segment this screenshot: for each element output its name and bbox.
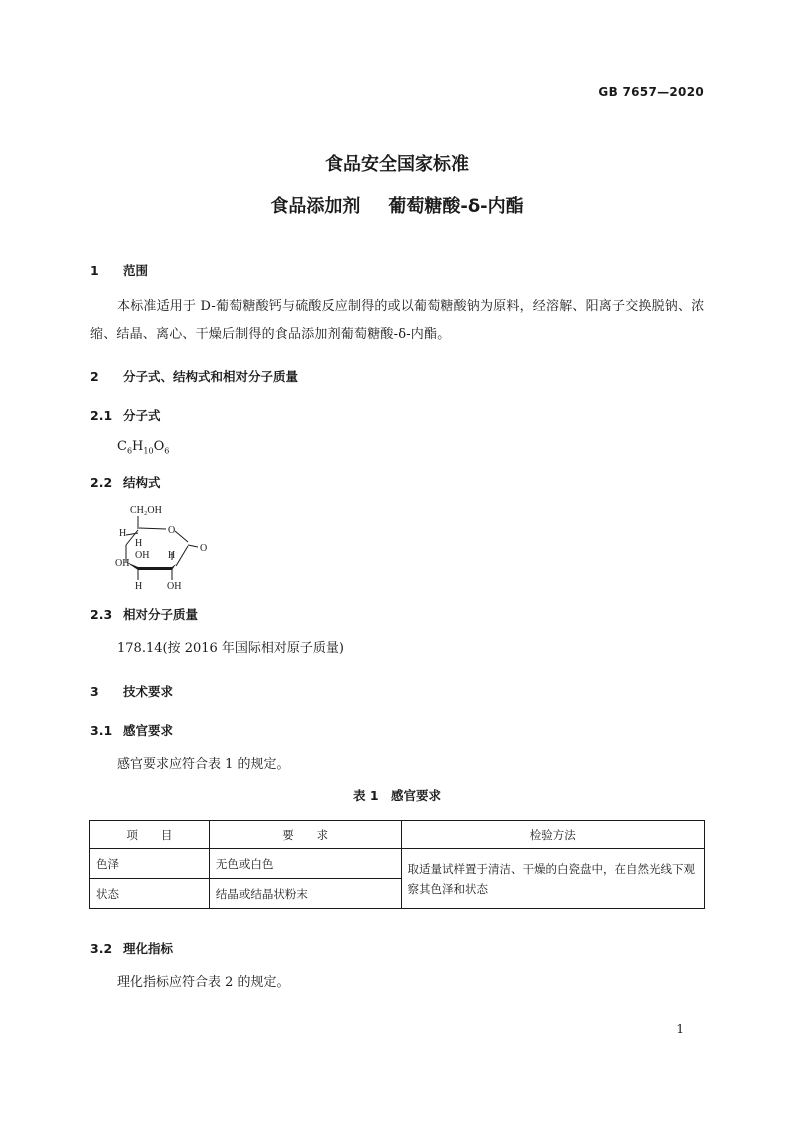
- carbonyl-bond: [188, 545, 198, 547]
- cell-item: 状态: [90, 879, 210, 909]
- section-number: 3: [90, 684, 99, 699]
- cell-test-method: 取适量试样置于清洁、干燥的白瓷盘中，在自然光线下观察其色泽和状态: [401, 849, 704, 909]
- section-title: 相对分子质量: [123, 607, 199, 622]
- section-number: 2: [90, 369, 99, 384]
- section-2-2-heading: [90, 473, 161, 491]
- cell-requirement: 结晶或结晶状粉末: [209, 879, 401, 909]
- document-title: 食品安全国家标准: [325, 154, 469, 175]
- ring-bond: [175, 531, 188, 542]
- section-number: 2.3: [90, 607, 113, 622]
- ch2oh-label: CH₂OH: [130, 505, 162, 516]
- section-3-1-heading: [90, 721, 173, 739]
- oh-label: OH: [135, 550, 150, 561]
- page-number: 1: [676, 1022, 684, 1036]
- subtitle-substance: 葡萄糖酸-δ-内酯: [388, 196, 524, 217]
- ring-oxygen-label: O: [168, 525, 176, 536]
- ring-bond: [139, 528, 166, 529]
- h-label: H: [119, 528, 127, 539]
- section-2-heading: [90, 367, 298, 385]
- subtitle-category: 食品添加剂: [270, 196, 361, 217]
- section-number: 3.2: [90, 941, 113, 956]
- ring-bond: [176, 546, 188, 566]
- section-title: 技术要求: [123, 684, 174, 699]
- section-number: 2.1: [90, 408, 113, 423]
- ring-front-bond: [126, 562, 176, 570]
- oh-label: OH: [115, 558, 130, 569]
- table-header-row: [90, 821, 705, 849]
- section-2-3-heading: [90, 605, 198, 623]
- h-label: H: [168, 550, 176, 561]
- section-title: 理化指标: [123, 941, 174, 956]
- section-2-1-heading: [90, 406, 161, 424]
- section-3-2-heading: [90, 939, 173, 957]
- sensory-requirement-text: 感官要求应符合表 1 的规定。: [117, 757, 290, 772]
- table-row: [90, 849, 705, 879]
- section-title: 感官要求: [123, 723, 174, 738]
- molecular-formula: $C_6H_{10}O_6$: [117, 439, 170, 456]
- section-number: 3.1: [90, 723, 113, 738]
- section-title: 范围: [123, 263, 149, 278]
- h-label: H: [135, 581, 143, 592]
- physicochemical-requirement-text: 理化指标应符合表 2 的规定。: [117, 975, 290, 990]
- header-requirement: 要 求: [209, 821, 401, 849]
- section-number: 1: [90, 263, 99, 278]
- section-title: 分子式: [123, 408, 161, 423]
- h-label: H: [135, 538, 143, 549]
- section-3-heading: [90, 682, 173, 700]
- header-test-method: 检验方法: [401, 821, 704, 849]
- cell-item: 色泽: [90, 849, 210, 879]
- h-bond: [126, 533, 138, 535]
- header-item: 项 目: [90, 821, 210, 849]
- oh-label: OH: [167, 581, 182, 592]
- section-number: 2.2: [90, 475, 113, 490]
- standard-number: GB 7657—2020: [598, 85, 704, 99]
- structural-formula: [108, 500, 228, 595]
- table-1-caption: 表 1 感官要求: [352, 788, 442, 803]
- section-title: 结构式: [123, 475, 161, 490]
- section-title: 分子式、结构式和相对分子质量: [123, 369, 299, 384]
- document-subtitle: [0, 192, 794, 218]
- cell-requirement: 无色或白色: [209, 849, 401, 879]
- scope-paragraph: 本标准适用于 D-葡萄糖酸钙与硫酸反应制得的或以葡萄糖酸钠为原料，经溶解、阳离子交换脱钠、浓缩、结晶、离心、干燥后制得的食品添加剂葡萄糖酸-δ-内酯。: [90, 299, 705, 342]
- sensory-requirements-table: [89, 820, 705, 909]
- section-1-heading: [90, 261, 148, 279]
- molecular-mass-text: 178.14(按 2016 年国际相对原子质量): [117, 641, 344, 656]
- keto-oxygen-label: O: [200, 543, 208, 554]
